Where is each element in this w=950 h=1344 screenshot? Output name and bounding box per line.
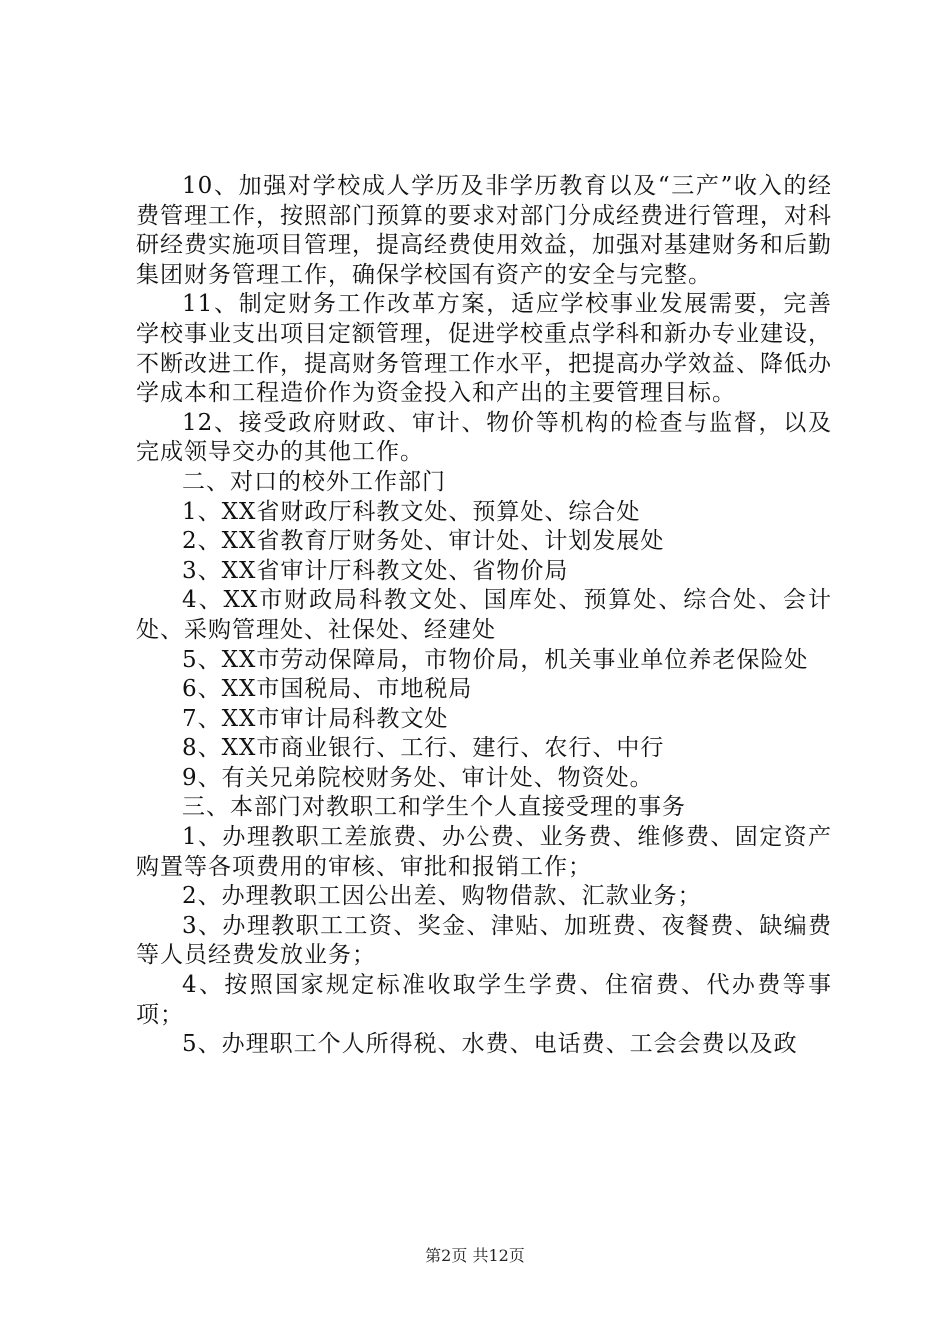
paragraph: 10、加强对学校成人学历及非学历教育以及“三产”收入的经费管理工作，按照部门预算的要求对部门分成经费进行管理，对科研经费实施项目管理，提高经费使用效益，加强对基建财务和后勤集团财务管理工作，确保学校国有资产的安全与完整。	[136, 173, 832, 288]
section-heading: 二、对口的校外工作部门	[182, 468, 446, 495]
list-item: 5、XX市劳动保障局，市物价局，机关事业单位养老保险处	[182, 646, 809, 673]
list-item: 4、按照国家规定标准收取学生学费、住宿费、代办费等事项；	[136, 972, 832, 1028]
list-item: 8、XX市商业银行、工行、建行、农行、中行	[182, 735, 665, 762]
list-item: 3、办理教职工工资、奖金、津贴、加班费、夜餐费、缺编费等人员经费发放业务；	[136, 912, 832, 969]
list-item: 1、XX省财政厅科教文处、预算处、综合处	[182, 498, 641, 525]
list-item: 3、XX省审计厅科教文处、省物价局	[182, 557, 569, 584]
paragraph: 11、制定财务工作改革方案，适应学校事业发展需要，完善学校事业支出项目定额管理，促进学校重点学科和新办专业建设，不断改进工作，提高财务管理工作水平，把提高办学效益、降低办学成本和工程造价作为资金投入和产出的主要管理目标。	[136, 291, 832, 407]
paragraph: 12、接受政府财政、审计、物价等机构的检查与监督，以及完成领导交办的其他工作。	[136, 409, 832, 466]
section-heading: 三、本部门对教职工和学生个人直接受理的事务	[182, 794, 686, 821]
list-item: 1、办理教职工差旅费、办公费、业务费、维修费、固定资产购置等各项费用的审核、审批和报销工作；	[136, 824, 832, 880]
list-item: 4、XX市财政局科教文处、国库处、预算处、综合处、会计处、采购管理处、社保处、经建处	[136, 587, 832, 643]
list-item: 7、XX市审计局科教文处	[182, 705, 449, 732]
page-footer: 第2页 共12页	[425, 1246, 525, 1265]
list-item: 2、XX省教育厅财务处、审计处、计划发展处	[182, 528, 665, 555]
list-item: 6、XX市国税局、市地税局	[182, 676, 473, 703]
list-item: 9、有关兄弟院校财务处、审计处、物资处。	[182, 764, 654, 791]
document-body	[136, 172, 832, 1060]
list-item: 5、办理职工个人所得税、水费、电话费、工会会费以及政	[182, 1031, 798, 1058]
list-item: 2、办理教职工因公出差、购物借款、汇款业务；	[182, 883, 702, 910]
